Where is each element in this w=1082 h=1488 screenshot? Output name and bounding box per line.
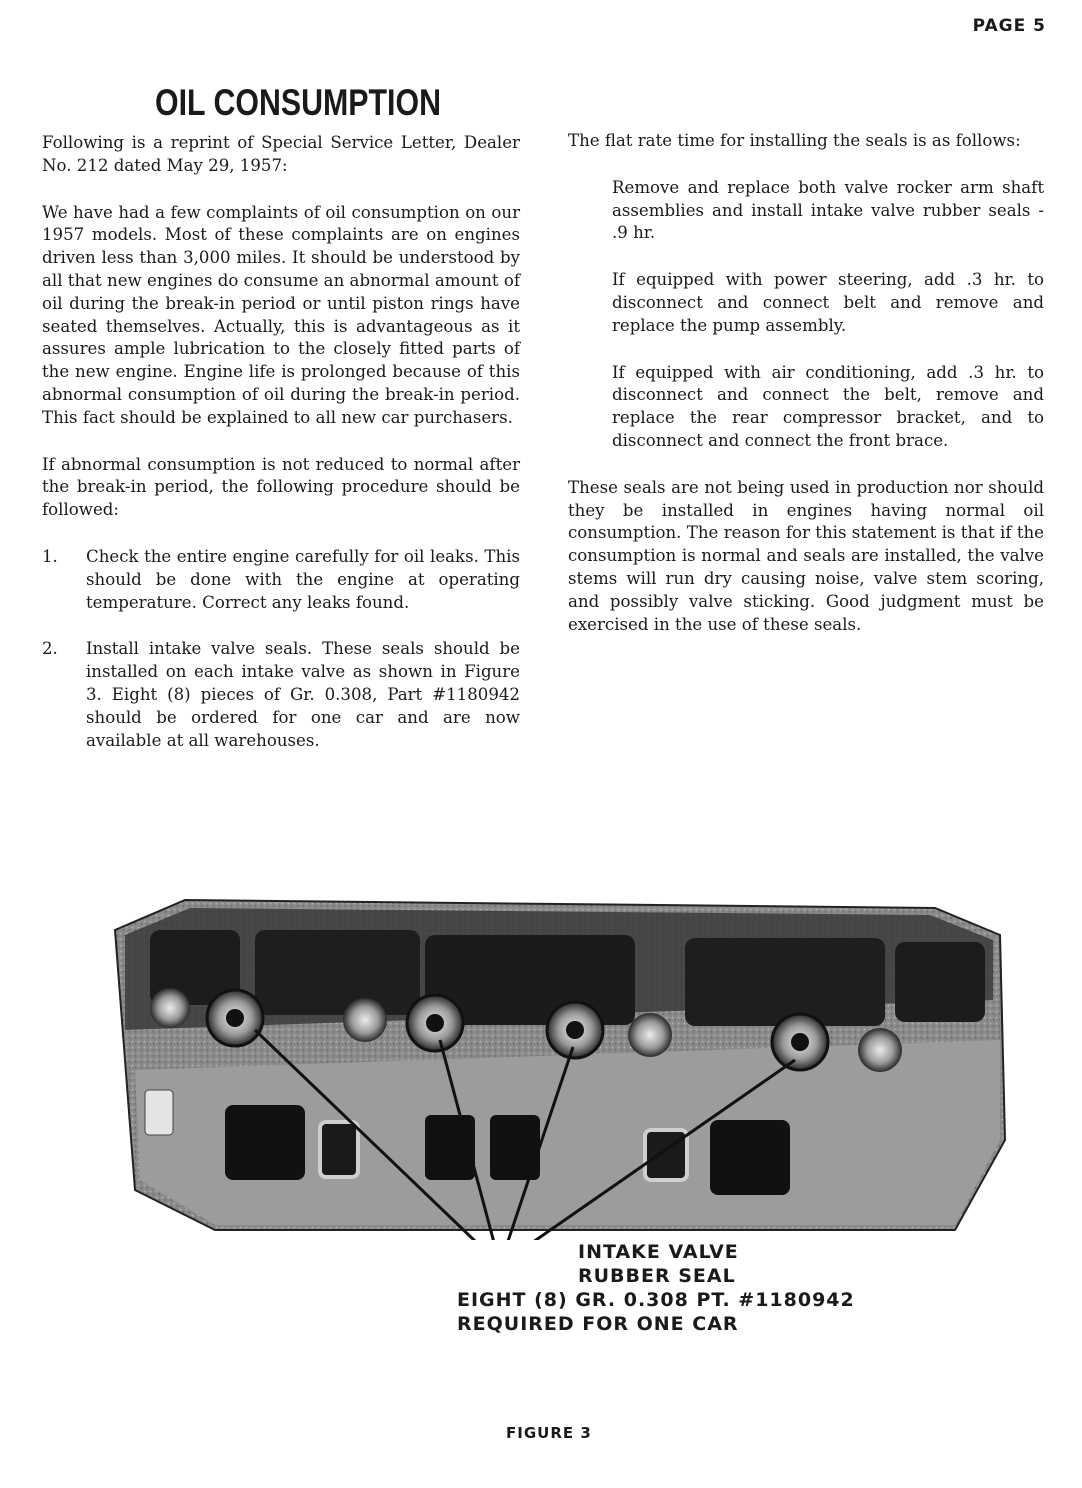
list-number: 1. xyxy=(42,546,58,566)
left-column xyxy=(42,132,520,752)
seals-note-paragraph: These seals are not being used in production nor should they be installed in engines having normal oil consumption. The reason for this statement is that if the consumption is normal and seals are installed, the valve stems will run dry causing noise, valve stem scoring, and possibly valve sticking. Good judgment must be exercised in the use of these seals. xyxy=(568,477,1044,634)
list-text: Check the entire engine carefully for oil leaks. This should be done with the engine at operating temperature. Correct any leaks found. xyxy=(86,546,520,612)
page-number: PAGE 5 xyxy=(972,16,1046,36)
flat-rate-intro: The flat rate time for installing the seals is as follows: xyxy=(568,131,1021,150)
callout-label: REQUIRED FOR ONE CAR xyxy=(457,1313,739,1335)
right-column xyxy=(568,130,1044,636)
callout-label: INTAKE VALVE xyxy=(578,1241,739,1263)
list-text: Install intake valve seals. These seals should be installed on each intake valve as shown in Figure 3. Eight (8) pieces of Gr. 0.308, Part #1180942 should be ordered for one car and are now available at all warehouses. xyxy=(86,639,520,750)
callout-label: RUBBER SEAL xyxy=(578,1265,736,1287)
flat-rate-item: Remove and replace both valve rocker arm shaft assemblies and install intake valve rubber seals - .9 hr. xyxy=(612,177,1044,243)
cylinder-head-photo xyxy=(95,890,1035,1240)
list-item xyxy=(42,546,520,614)
page-title: OIL CONSUMPTION xyxy=(155,82,442,123)
figure-caption: FIGURE 3 xyxy=(506,1424,592,1442)
list-number: 2. xyxy=(42,639,58,659)
flat-rate-item: If equipped with power steering, add .3 hr. to disconnect and connect belt and remove and replace the pump assembly. xyxy=(612,270,1044,335)
callout-label: EIGHT (8) GR. 0.308 PT. #1180942 xyxy=(457,1289,855,1311)
list-item xyxy=(42,638,520,752)
procedure-paragraph: If abnormal consumption is not reduced to normal after the break-in period, the following procedure should be followed: xyxy=(42,454,520,520)
intro-paragraph: Following is a reprint of Special Service Letter, Dealer No. 212 dated May 29, 1957: xyxy=(42,133,520,175)
flat-rate-item: If equipped with air conditioning, add .3 hr. to disconnect and connect the belt, remove and replace the rear compressor bracket, and to disconnect and connect the front brace. xyxy=(612,362,1044,450)
complaint-paragraph: We have had a few complaints of oil consumption on our 1957 models. Most of these complaints are on engines driven less than 3,000 miles. It should be understood by all that new engines do consume an abnormal amount of oil during the break-in period or until piston rings have seated themselves. Actually, this is advantageous as it assures ample lubrication to the closely fitted parts of the new engine. Engine life is prolonged because of this abnormal consumption of oil during the break-in period. This fact should be explained to all new car purchasers. xyxy=(42,202,520,427)
